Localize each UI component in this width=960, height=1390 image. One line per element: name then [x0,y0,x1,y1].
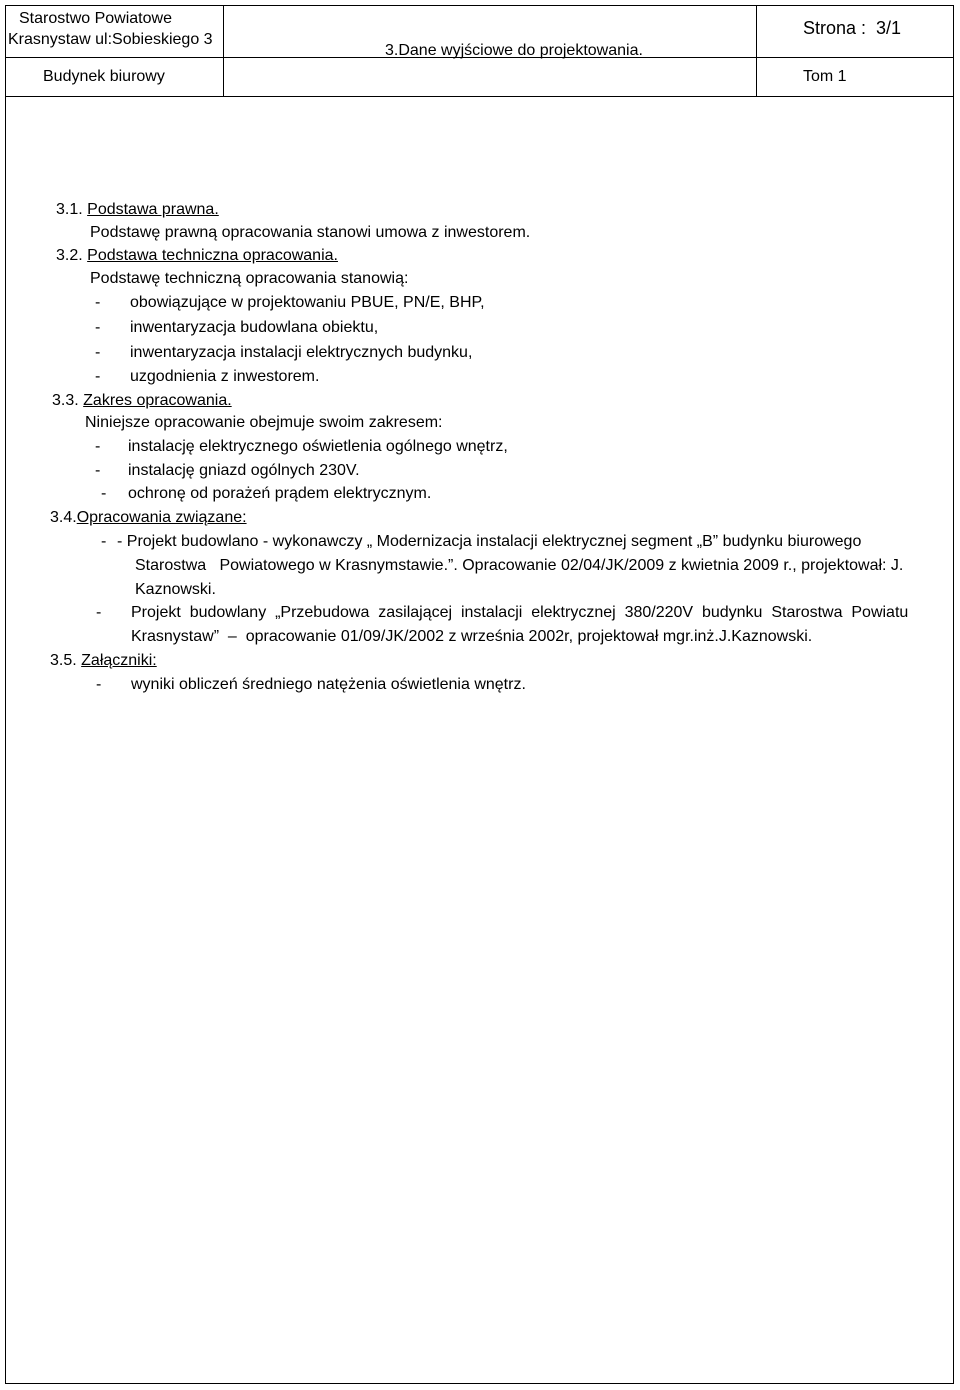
related-doc-2-line-1: Projekt budowlany „Przebudowa zasilającej instalacji elektrycznej 380/220V budynku Starostwa Powiatu [131,604,909,621]
list-item: instalację gniazd ogólnych 230V. [128,462,360,479]
page-number: Strona : 3/1 [803,18,902,38]
section-3-2-heading [56,246,338,266]
section-title: Załączniki: [81,652,157,669]
list-item: inwentaryzacja instalacji elektrycznych budynku, [130,344,473,361]
section-3-1-text: Podstawę prawną opracowania stanowi umowa z inwestorem. [90,224,531,241]
section-title: Opracowania związane: [76,509,247,526]
section-number: 3.3. [52,392,79,409]
section-title: Podstawa prawna. [87,201,219,218]
list-bullet: - [96,604,102,621]
section-3-4-heading [50,508,247,528]
building-name: Budynek biurowy [43,68,165,85]
list-bullet: - [95,344,101,361]
section-number: 3.4. [50,509,77,526]
header-col-divider-2 [756,5,757,97]
section-3-2-intro: Podstawę techniczną opracowania stanowią: [90,270,409,287]
list-item: wyniki obliczeń średniego natężenia oświetlenia wnętrz. [131,676,526,693]
related-doc-2-line-2: Krasnystaw” – opracowanie 01/09/JK/2002 z września 2002r, projektował mgr.inż.J.Kaznowski. [131,628,813,645]
section-number: 3.5. [50,652,77,669]
list-bullet: - [95,294,101,311]
list-bullet: - [95,462,101,479]
list-bullet: - [95,438,101,455]
list-item: ochronę od porażeń prądem elektrycznym. [128,485,432,502]
related-doc-1-line-1: - Projekt budowlano - wykonawczy „ Modernizacja instalacji elektrycznej segment „B” budynku biurowego [117,533,862,550]
section-number: 3.1. [56,201,83,218]
list-bullet: - [101,533,107,550]
section-title: Podstawa techniczna opracowania. [87,247,338,264]
list-item: instalację elektrycznego oświetlenia ogólnego wnętrz, [128,438,508,455]
list-bullet: - [101,485,107,502]
list-bullet: - [96,676,102,693]
list-bullet: - [95,368,101,385]
section-title: Zakres opracowania. [83,392,232,409]
section-3-5-heading [50,651,157,671]
section-number: 3.2. [56,247,83,264]
list-item: inwentaryzacja budowlana obiektu, [130,319,379,336]
list-bullet: - [95,319,101,336]
section-3-1-heading [56,200,219,220]
document-title: 3.Dane wyjściowe do projektowania. [385,42,643,59]
related-doc-1-line-3: Kaznowski. [135,581,216,598]
header-bottom-line [5,96,954,97]
org-name: Starostwo Powiatowe [19,10,172,27]
header-col-divider-1 [223,5,224,97]
header-table [5,5,954,97]
section-3-3-heading [52,391,232,411]
list-item: obowiązujące w projektowaniu PBUE, PN/E, BHP, [130,294,485,311]
volume-label: Tom 1 [803,68,847,85]
related-doc-1-line-2: Starostwa Powiatowego w Krasnymstawie.”. Opracowanie 02/04/JK/2009 z kwietnia 2009 r., projektował: J. [135,557,904,574]
org-address: Krasnystaw ul:Sobieskiego 3 [8,31,213,48]
list-item: uzgodnienia z inwestorem. [130,368,320,385]
section-3-3-intro: Niniejsze opracowanie obejmuje swoim zakresem: [85,414,443,431]
